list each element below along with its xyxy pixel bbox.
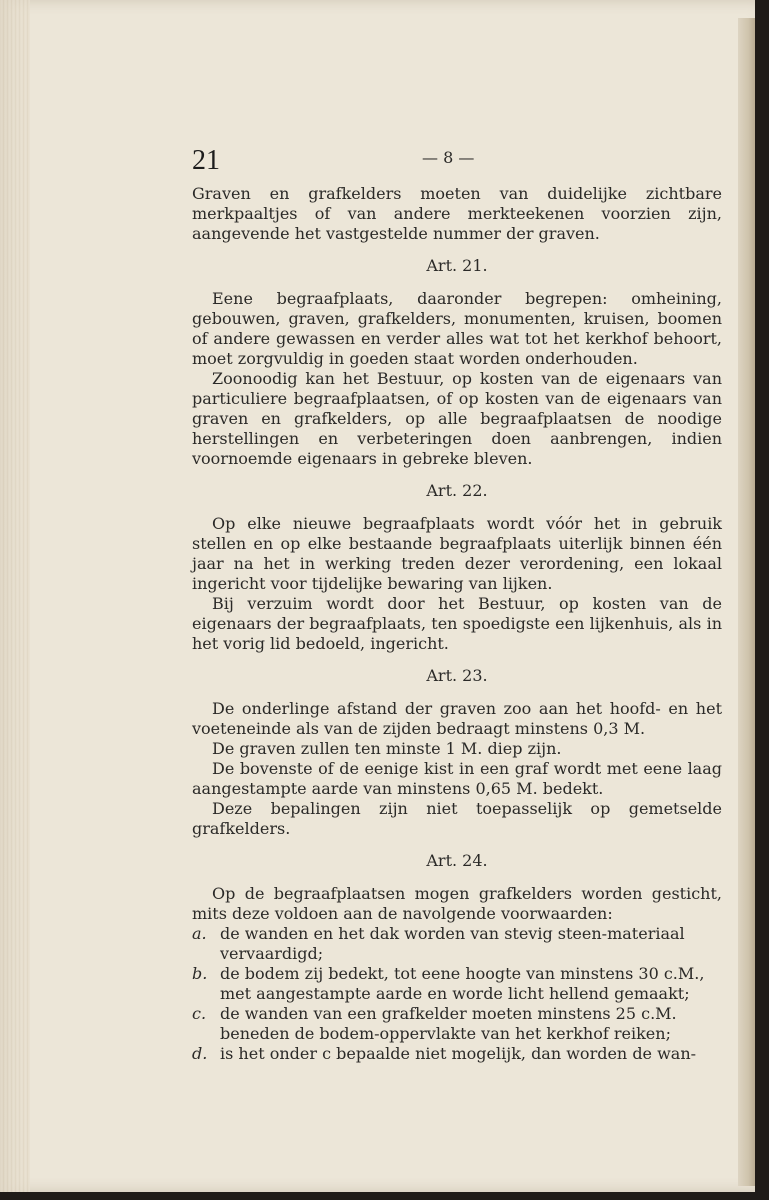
paragraph: Op elke nieuwe begraafplaats wordt vóór het in gebruik stellen en op elke bestaande begraafplaats uiterlijk binnen één jaar na het in werking treden dezer verordening, een lokaal ingericht voor tijdelijke bewaring van lijken.	[192, 514, 722, 593]
scan-border-bottom	[0, 1192, 769, 1200]
page-number: 21	[192, 145, 220, 176]
paragraph: Zoonoodig kan het Bestuur, op kosten van de eigenaars van particuliere begraafplaatsen, of op kosten van de eigenaars van graven en grafkelders, op alle begraafplaatsen de noodige herstellingen en verbeteringen doen aanbrengen, indien voornoemde eigenaars in gebreke bleven.	[192, 369, 722, 468]
article-heading: Art. 22.	[426, 481, 488, 500]
list-item-text: de wanden en het dak worden van stevig steen-materiaal vervaardigd;	[220, 924, 685, 963]
paragraph: Op de begraafplaatsen mogen grafkelders worden gesticht, mits deze voldoen aan de navolgende voorwaarden:	[192, 884, 722, 923]
list-item-label: c.	[192, 1004, 207, 1023]
list-item-label: b.	[192, 964, 208, 983]
list-item-label: a.	[192, 924, 207, 943]
list-item	[192, 964, 722, 1004]
scan-border-right	[755, 0, 769, 1200]
page-marker: — 8 —	[422, 148, 475, 167]
list-item-label: d.	[192, 1044, 208, 1063]
article-heading: Art. 21.	[426, 256, 488, 275]
page-header	[192, 140, 722, 184]
paragraph: Eene begraafplaats, daaronder begrepen: omheining, gebouwen, graven, grafkelders, monumenten, kruisen, boomen of andere gewassen en verder alles wat tot het kerkhof behoort, moet zorgvuldig in goeden staat worden onderhouden.	[192, 289, 722, 368]
page-edge-left	[0, 0, 30, 1192]
list-item-text: de wanden van een grafkelder moeten minstens 25 c.M. beneden de bodem-oppervlakte van het kerkhof reiken;	[220, 1004, 677, 1043]
page-edge-right	[738, 18, 755, 1186]
paragraph: Deze bepalingen zijn niet toepasselijk op gemetselde grafkelders.	[192, 799, 722, 838]
list-item	[192, 1044, 722, 1064]
paragraph: De bovenste of de eenige kist in een graf wordt met eene laag aangestampte aarde van minstens 0,65 M. bedekt.	[192, 759, 722, 798]
list-item-text: de bodem zij bedekt, tot eene hoogte van minstens 30 c.M., met aangestampte aarde en worde licht hellend gemaakt;	[220, 964, 705, 1003]
paragraph: Graven en grafkelders moeten van duidelijke zichtbare merkpaaltjes of van andere merkteekenen voorzien zijn, aangevende het vastgestelde nummer der graven.	[192, 184, 722, 243]
conditions-list	[192, 924, 722, 1064]
paragraph: De graven zullen ten minste 1 M. diep zijn.	[212, 739, 562, 758]
paragraph: De onderlinge afstand der graven zoo aan het hoofd- en het voeteneinde als van de zijden bedraagt minstens 0,3 M.	[192, 699, 722, 738]
list-item	[192, 924, 722, 964]
article-heading: Art. 24.	[426, 851, 488, 870]
list-item-text: is het onder c bepaalde niet mogelijk, dan worden de wan-	[220, 1044, 697, 1063]
paragraph: Bij verzuim wordt door het Bestuur, op kosten van de eigenaars der begraafplaats, ten spoedigste een lijkenhuis, als in het vorig lid bedoeld, ingericht.	[192, 594, 722, 653]
list-item	[192, 1004, 722, 1044]
article-heading: Art. 23.	[426, 666, 488, 685]
page-text	[192, 140, 722, 1064]
